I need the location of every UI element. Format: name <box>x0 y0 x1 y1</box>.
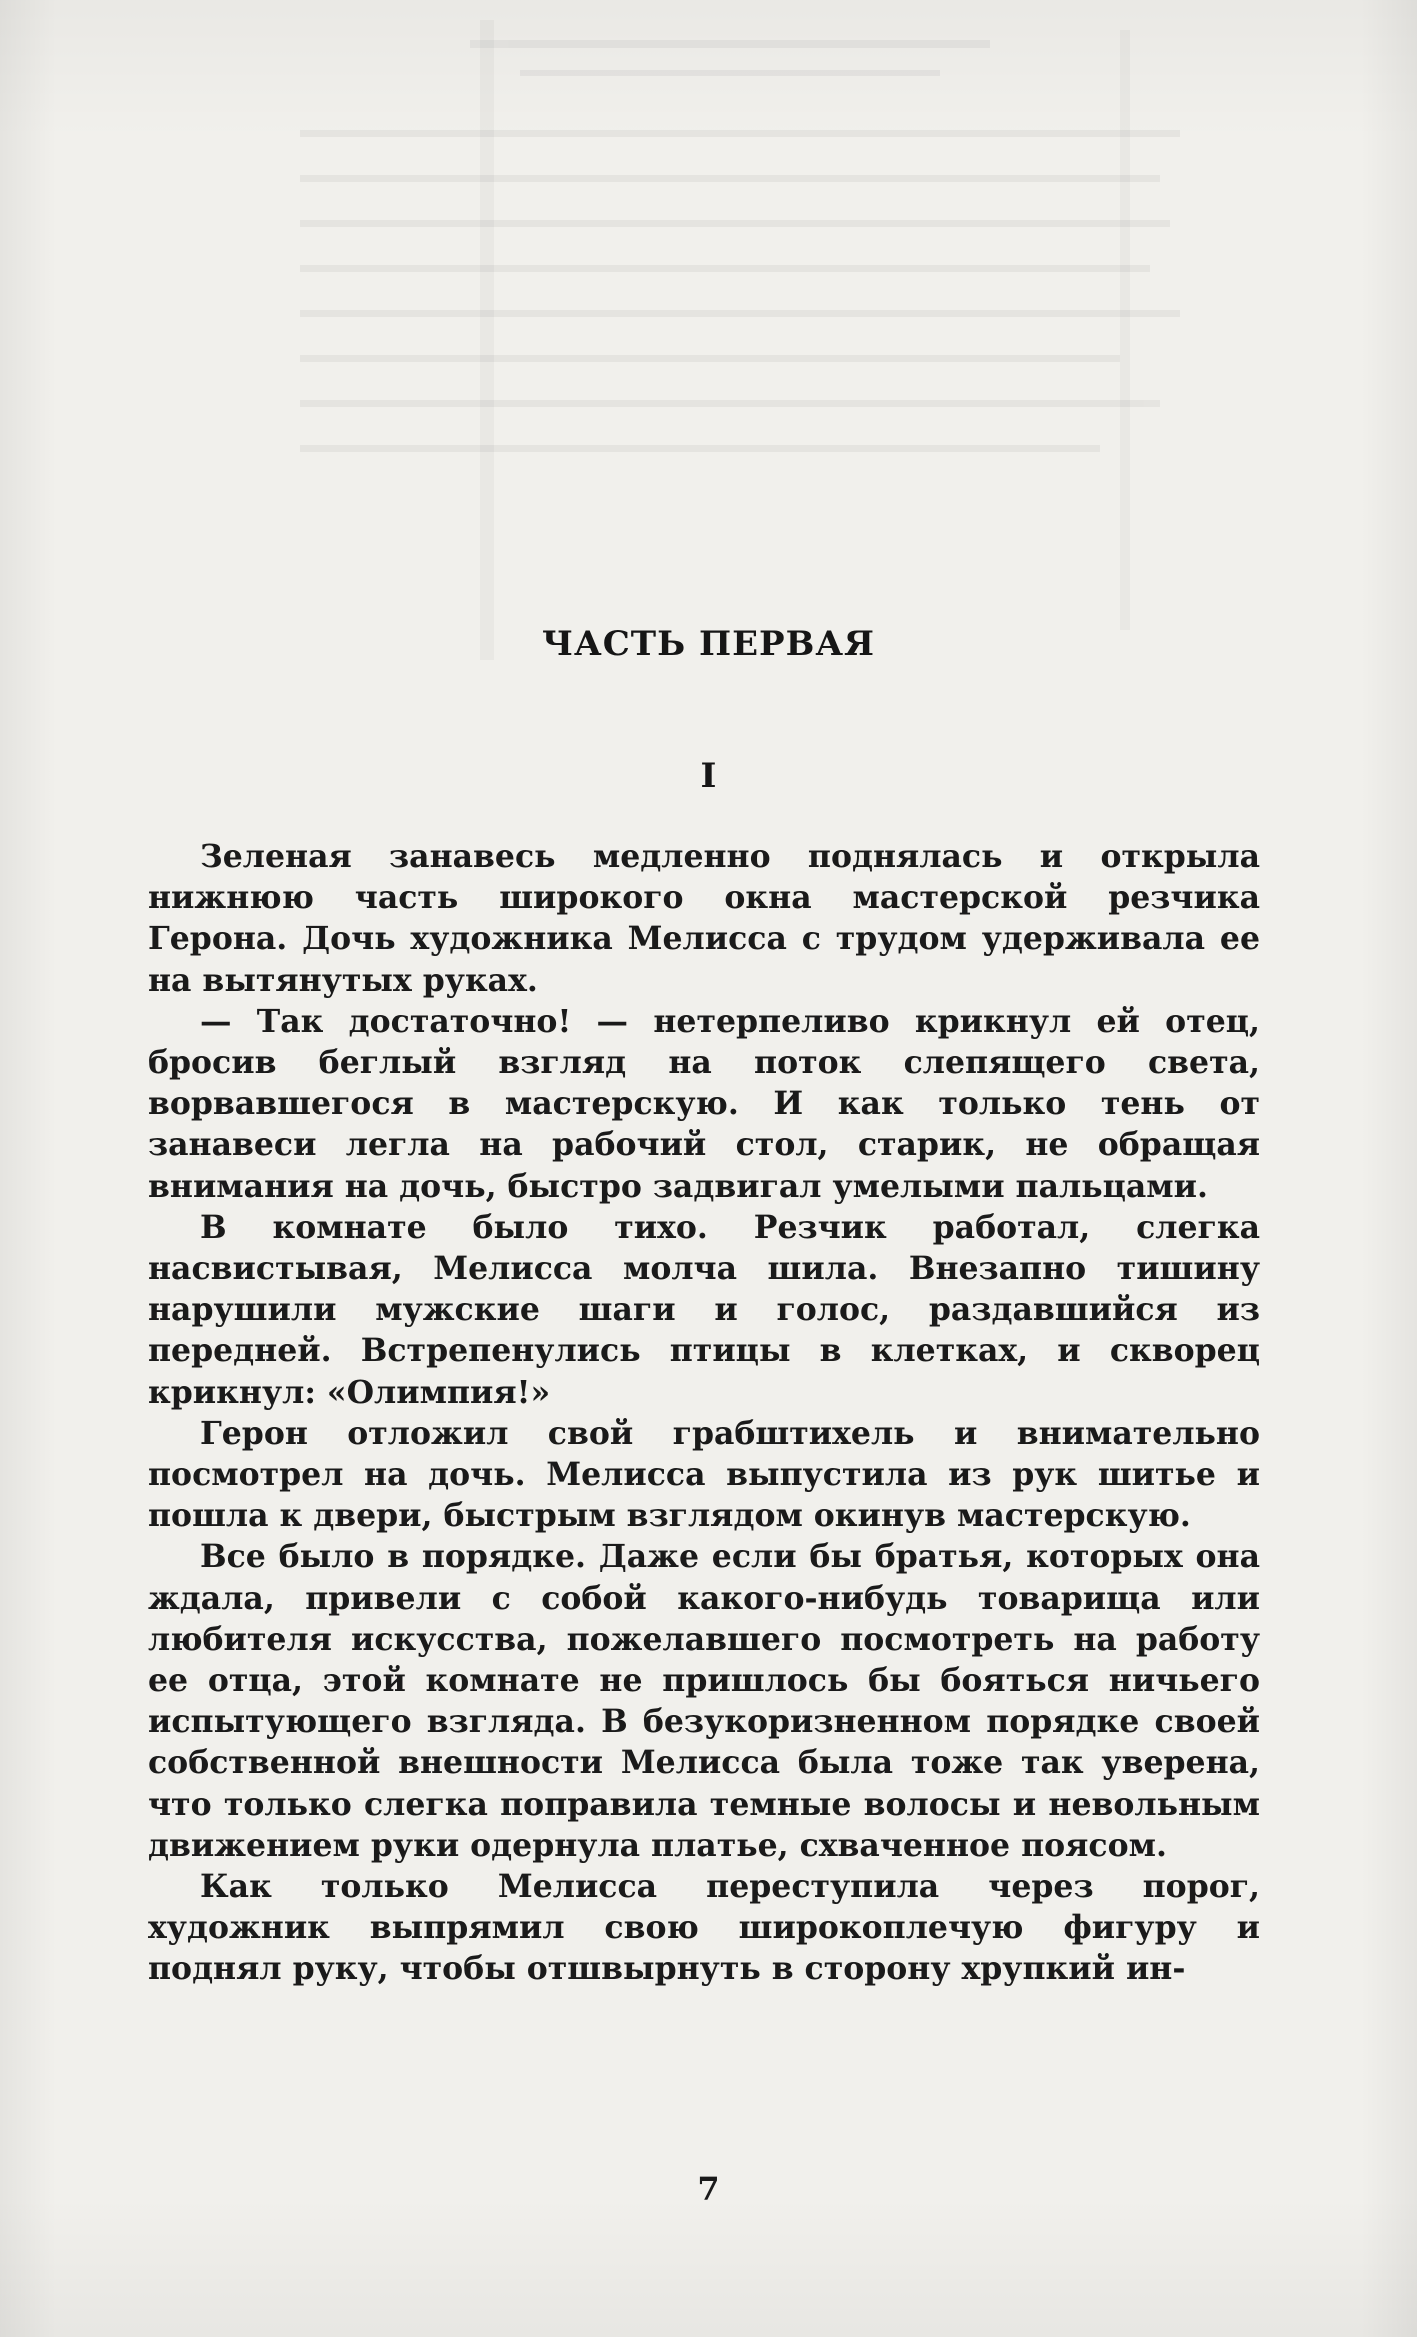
show-through-texture <box>0 0 1417 700</box>
paragraph: Зеленая занавесь медленно поднялась и открыла нижнюю часть широкого окна мастерской резчика Герона. Дочь художника Мелисса с трудом удерживала ее на вытянутых руках. <box>148 838 1260 999</box>
chapter-number: I <box>700 756 717 796</box>
paragraph: Все было в порядке. Даже если бы братья, которых она ждала, привели с собой какого-нибудь товарища или любителя искусства, пожелавшего посмотреть на работу ее отца, этой комнате не пришлось бы бояться ничьего испытующего взгляда. В безукоризненном порядке своей собственной внешности Мелисса была тоже так уверена, что только слегка поправила темные волосы и невольным движением руки одернула платье, схваченное поясом. <box>148 1538 1260 1864</box>
paragraph: Герон отложил свой грабштихель и внимательно посмотрел на дочь. Мелисса выпустила из рук шитье и пошла к двери, быстрым взглядом окинув мастерскую. <box>148 1414 1260 1535</box>
paragraph: В комнате было тихо. Резчик работал, слегка насвистывая, Мелисса молча шила. Внезапно тишину нарушили мужские шаги и голос, раздавшийся из передней. Встрепенулись птицы в клетках, и скворец крикнул: «Олимпия!» <box>148 1208 1260 1411</box>
paragraph: — Так достаточно! — нетерпеливо крикнул ей отец, бросив беглый взгляд на поток слепящего света, ворвавшегося в мастерскую. И как только тень от занавеси легла на рабочий стол, старик, не обращая внимания на дочь, быстро задвигал умелыми пальцами. <box>148 1002 1260 1205</box>
paragraph: Как только Мелисса переступила через порог, художник выпрямил свою широкоплечую фигуру и поднял руку, чтобы отшвырнуть в сторону хрупкий ин- <box>148 1868 1260 1988</box>
part-title: ЧАСТЬ ПЕРВАЯ <box>542 624 875 664</box>
body-text <box>148 836 1260 1990</box>
page-number: 7 <box>697 2170 720 2208</box>
